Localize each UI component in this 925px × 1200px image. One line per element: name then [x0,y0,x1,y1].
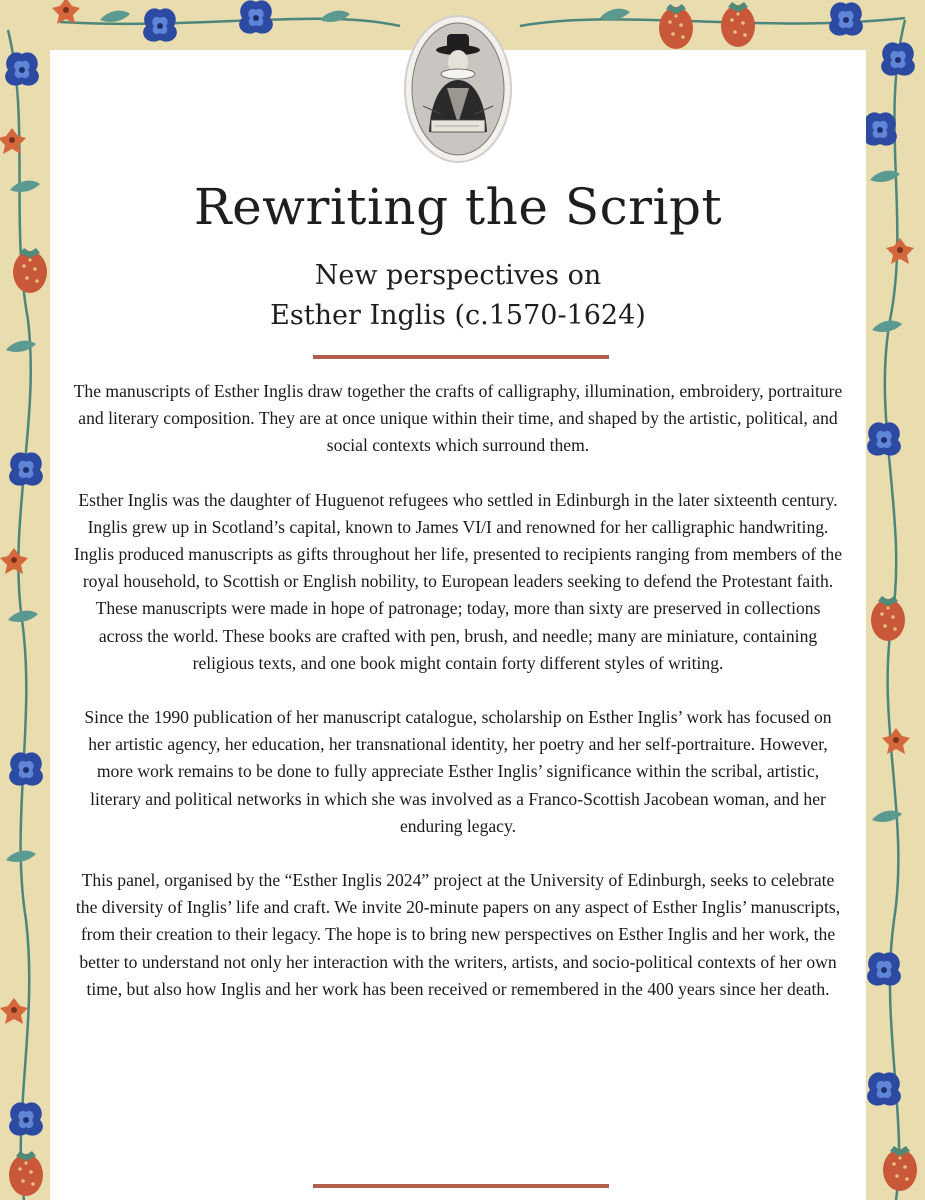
page-subtitle [50,256,866,336]
paragraph-1: The manuscripts of Esther Inglis draw together the crafts of calligraphy, illumination, embroidery, portraiture and literary composition. They are at once unique within their time, and shaped by the artistic, political, and social contexts which surround them. [73,381,843,456]
paragraph-3: Since the 1990 publication of her manuscript catalogue, scholarship on Esther Inglis’ work has focused on her artistic agency, her education, her transnational identity, her poetry and her self-portraiture. However, more work remains to be done to fully appreciate Esther Inglis’ significance within the scribal, artistic, literary and political networks in which she was involved as a Franco-Scottish Jacobean woman, and her enduring legacy. [84,707,832,836]
paragraph-2: Esther Inglis was the daughter of Huguenot refugees who settled in Edinburgh in the later sixteenth century. Inglis grew up in Scotland’s capital, known to James VI/I and renowned for her calligraphic handwriting. Inglis produced manuscripts as gifts throughout her life, presented to recipients ranging from members of the royal household, to Scottish or English nobility, to European leaders seeking to defend the Protestant faith. These manuscripts were made in hope of patronage; today, more than sixty are preserved in collections across the world. These books are crafted with pen, brush, and needle; many are miniature, containing religious texts, and one book might contain forty different styles of writing. [73,489,843,673]
portrait-medallion [403,14,513,164]
page-title: Rewriting the Script [193,178,723,236]
top-divider [313,355,609,359]
body-text [72,378,844,1030]
subtitle-line-1: New perspectives on [314,260,602,291]
subtitle-line-2: Esther Inglis (c.1570-1624) [270,300,646,331]
paragraph-4: This panel, organised by the “Esther Inglis 2024” project at the University of Edinburgh, seeks to celebrate the diversity of Inglis’ life and craft. We invite 20-minute papers on any aspect of Esther Inglis’ manuscripts, from their creation to their legacy. The hope is to bring new perspectives on Esther Inglis and her work, the better to understand not only her interaction with the writers, artists, and socio-political contexts of her own time, but also how Inglis and her work has been received or remembered in the 400 years since her death. [75,870,841,999]
bottom-divider [313,1184,609,1188]
